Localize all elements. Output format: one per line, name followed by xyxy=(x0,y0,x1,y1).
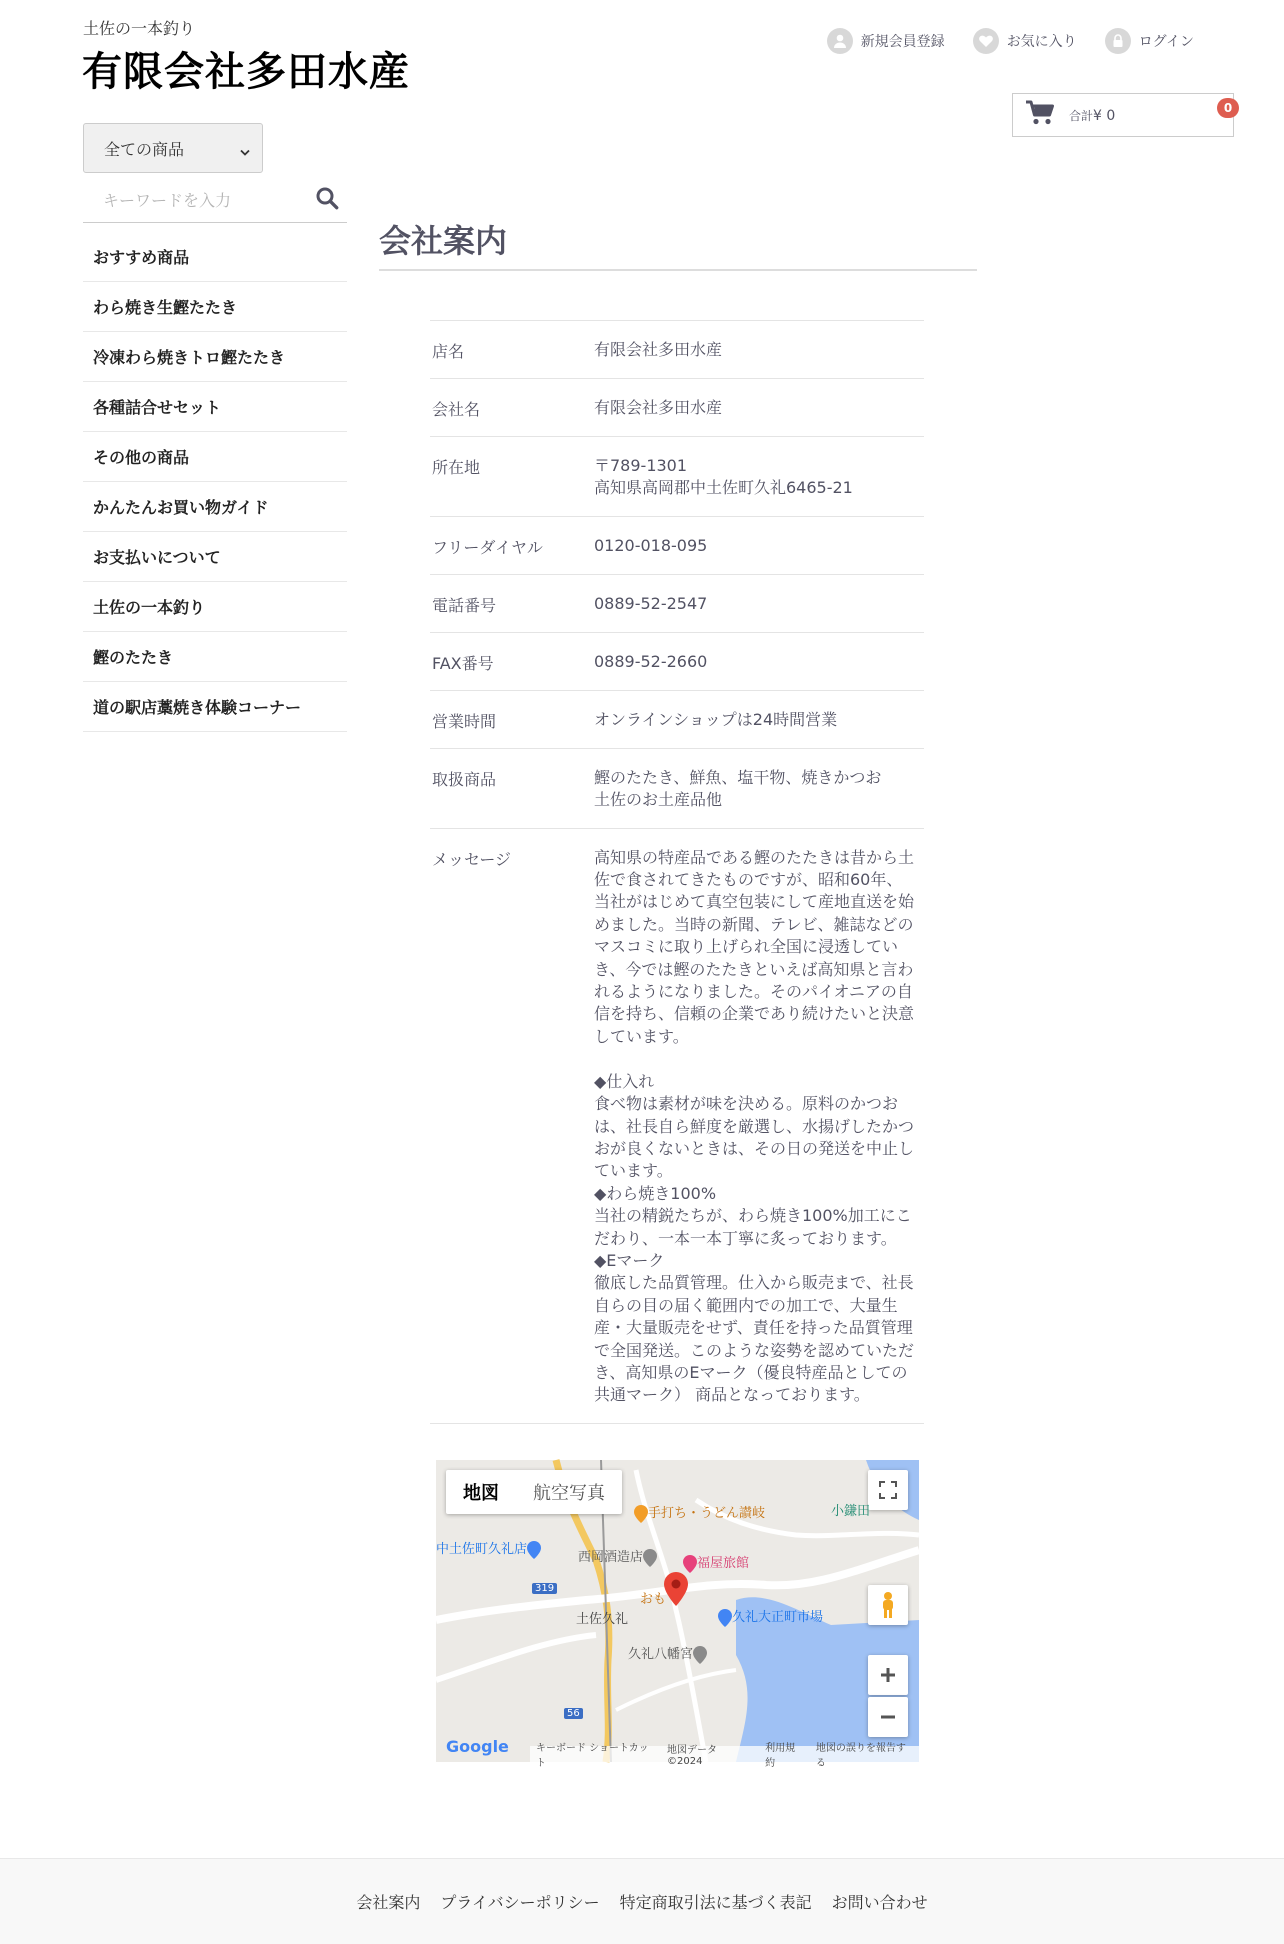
sidebar-item[interactable]: 各種詰合せセット xyxy=(83,382,347,432)
table-row xyxy=(430,691,924,749)
map-label[interactable]: 西岡酒造店 xyxy=(578,1546,657,1567)
heart-icon xyxy=(973,28,999,54)
category-select-value: 全ての商品 xyxy=(104,139,185,159)
map-label[interactable]: おも xyxy=(640,1592,667,1607)
map-label[interactable]: 久礼大正町市場 xyxy=(718,1606,823,1627)
footer-link[interactable]: お問い合わせ xyxy=(831,1893,928,1912)
footer-link[interactable]: 特定商取引法に基づく表記 xyxy=(619,1893,812,1912)
tab-satellite[interactable]: 航空写真 xyxy=(533,1483,605,1504)
shrine-pin-icon xyxy=(693,1646,707,1664)
row-value: 0889-52-2660 xyxy=(594,651,708,671)
route-badge: 56 xyxy=(564,1708,583,1719)
map-label[interactable]: 久礼八幡宮 xyxy=(628,1643,707,1664)
search-placeholder: キーワードを入力 xyxy=(103,190,232,210)
company-info-table xyxy=(430,320,924,1424)
footer-link[interactable]: 会社案内 xyxy=(356,1893,421,1912)
table-row xyxy=(430,321,924,379)
shop-pin-icon xyxy=(527,1541,541,1559)
sidebar-item[interactable]: 道の駅店藁焼き体験コーナー xyxy=(83,682,347,732)
map-label[interactable]: 福屋旅館 xyxy=(683,1552,749,1573)
map-label[interactable]: 小鎌田 xyxy=(831,1504,871,1519)
cart-amount: ¥ 0 xyxy=(1093,107,1116,124)
sidebar-nav xyxy=(83,232,347,732)
google-map[interactable] xyxy=(436,1460,919,1769)
tab-map[interactable]: 地図 xyxy=(463,1483,499,1504)
location-marker-icon[interactable] xyxy=(664,1572,688,1606)
search-icon[interactable] xyxy=(315,186,339,214)
login-label: ログイン xyxy=(1138,34,1194,50)
row-value: 有限会社多田水産 xyxy=(594,340,723,359)
row-key: 店名 xyxy=(432,342,465,361)
fullscreen-icon xyxy=(879,1481,897,1499)
map-footer xyxy=(530,1743,919,1769)
title-divider xyxy=(379,269,977,271)
login-link[interactable] xyxy=(1105,28,1194,54)
minus-icon xyxy=(879,1708,897,1726)
map-type-tabs xyxy=(446,1470,622,1514)
table-row xyxy=(430,379,924,437)
register-link[interactable] xyxy=(827,28,945,54)
zoom-out-button[interactable] xyxy=(868,1697,908,1737)
row-value: 0889-52-2547 xyxy=(594,593,708,613)
zoom-in-button[interactable] xyxy=(868,1655,908,1695)
map-data-text: 地図データ ©2024 xyxy=(667,1745,718,1767)
search-input[interactable] xyxy=(83,176,347,223)
plus-icon xyxy=(879,1666,897,1684)
row-key: メッセージ xyxy=(432,849,512,869)
row-key: フリーダイヤル xyxy=(432,537,543,557)
footer-link[interactable]: プライバシーポリシー xyxy=(440,1893,600,1912)
table-row xyxy=(430,633,924,691)
table-row xyxy=(430,437,924,517)
keyboard-shortcuts-link[interactable]: キーボード ショートカット xyxy=(536,1743,649,1769)
chevron-down-icon xyxy=(240,142,250,161)
page-title: 会社案内 xyxy=(379,222,508,260)
place-pin-icon xyxy=(643,1549,657,1567)
street-view-button[interactable] xyxy=(868,1585,908,1625)
restaurant-pin-icon xyxy=(634,1505,648,1523)
sidebar-item[interactable]: おすすめ商品 xyxy=(83,232,347,282)
table-row xyxy=(430,517,924,575)
map-label[interactable]: 土佐久礼 xyxy=(576,1612,629,1627)
table-row xyxy=(430,749,924,829)
table-row xyxy=(430,829,924,1424)
sidebar-item[interactable]: その他の商品 xyxy=(83,432,347,482)
table-row xyxy=(430,575,924,633)
row-key: 会社名 xyxy=(432,400,481,419)
cart-count-badge: 0 xyxy=(1217,98,1239,118)
pegman-icon xyxy=(880,1591,896,1619)
site-title[interactable]: 有限会社多田水産 xyxy=(82,49,410,95)
report-error-link[interactable]: 地図の誤りを報告する xyxy=(815,1743,906,1769)
register-label: 新規会員登録 xyxy=(860,34,945,50)
cart-total: 合計¥ 0 xyxy=(1069,107,1116,124)
sidebar-item[interactable]: 鰹のたたき xyxy=(83,632,347,682)
lock-icon xyxy=(1105,28,1131,54)
sidebar-item[interactable]: わら焼き生鰹たたき xyxy=(83,282,347,332)
user-nav xyxy=(827,28,1194,54)
row-value: オンラインショップは24時間営業 xyxy=(594,709,838,729)
cart-button[interactable] xyxy=(1012,93,1234,137)
hotel-pin-icon xyxy=(683,1555,697,1573)
favorites-link[interactable] xyxy=(973,28,1077,54)
terms-link[interactable]: 利用規約 xyxy=(765,1743,796,1769)
row-key: FAX番号 xyxy=(432,653,494,673)
row-value: 0120-018-095 xyxy=(594,535,708,555)
row-key: 取扱商品 xyxy=(432,769,497,789)
row-value: 鰹のたたき、鮮魚、塩干物、焼きかつお 土佐のお土産品他 xyxy=(594,767,882,810)
category-select[interactable] xyxy=(83,123,263,173)
row-key: 営業時間 xyxy=(432,711,497,731)
market-pin-icon xyxy=(718,1609,732,1627)
site-tagline: 土佐の一本釣り xyxy=(83,19,196,38)
sidebar-item[interactable]: 土佐の一本釣り xyxy=(83,582,347,632)
google-logo: Google xyxy=(446,1737,509,1756)
row-value: 高知県の特産品である鰹のたたきは昔から土佐で食されてきたものですが、昭和60年、当社がはじめて真空包装にして産地直送を始めました。当時の新聞、テレビ、雑誌などのマスコミに取り上げられ全国に浸透していき、今では鰹のたたきといえば高知県と言われるようになりました。そのパイオニアの自信を持ち、信頼の企業であり続けたいと決意しています。 ◆仕入れ 食べ物は素材が味を決める。原料のかつおは、社長自ら鮮度を厳選し、水揚げしたかつおが良くないときは、その日の発送を中止しています。 ◆わら焼き100% 当社の精鋭たちが、わら焼き100%加工にこだわり、一本一本丁寧に炙っております。 ◆Eマーク 徹底した品質管理。仕入から販売まで、社長自らの目の届く範囲内での加工で、大量生産・大量販売をせず、責任を持った品質管理で全国発送。このような姿勢を認めていただき、高知県のEマーク（優良特産品としての共通マーク） 商品となっております。 xyxy=(594,847,915,1405)
row-key: 所在地 xyxy=(432,458,481,477)
user-icon xyxy=(827,28,853,54)
sidebar-item[interactable]: かんたんお買い物ガイド xyxy=(83,482,347,532)
map-label[interactable]: 中土佐町久礼店 xyxy=(436,1538,541,1559)
sidebar-item[interactable]: お支払いについて xyxy=(83,532,347,582)
row-value: 有限会社多田水産 xyxy=(594,398,723,417)
route-badge: 319 xyxy=(532,1583,557,1594)
row-key: 電話番号 xyxy=(432,595,497,615)
map-label[interactable]: 手打ち・うどん讃岐 xyxy=(634,1502,765,1523)
site-footer xyxy=(0,1858,1284,1944)
fullscreen-button[interactable] xyxy=(868,1470,908,1510)
sidebar-item[interactable]: 冷凍わら焼きトロ鰹たたき xyxy=(83,332,347,382)
row-value: 〒789-1301 高知県高岡郡中土佐町久礼6465-21 xyxy=(594,456,853,498)
cart-icon xyxy=(1025,100,1055,130)
favorites-label: お気に入り xyxy=(1006,34,1077,50)
